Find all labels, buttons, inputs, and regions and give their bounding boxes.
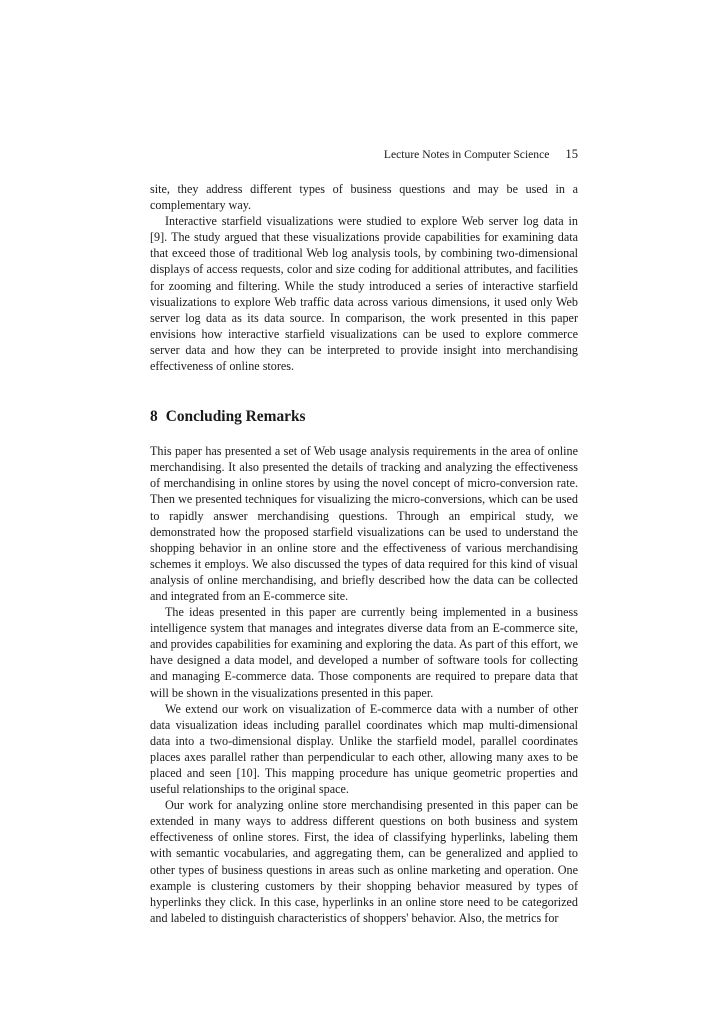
paragraph-future-work: Our work for analyzing online store merchandising presented in this paper can be extended in many ways to address different questions on both business and system effectiveness of online stores. First, the idea of classifying hyperlinks, labeling them with semantic vocabularies, and aggregating them, can be generalized and applied to other types of business questions in areas such as online marketing and operation. One example is clustering customers by their shopping behavior measured by types of hyperlinks they click. In this case, hyperlinks in an online store need to be categorized and labeled to distinguish characteristics of shoppers' behavior. Also, the metrics for [150,798,578,925]
running-title: Lecture Notes in Computer Science [383,148,550,161]
paragraph-continued: site, they address different types of business questions and may be used in a complementary way. [150,182,578,213]
section-title: Concluding Remarks [165,408,306,426]
section-number: 8 [150,408,158,426]
section-heading [150,408,578,426]
page-body [150,181,578,926]
paragraph-summary: This paper has presented a set of Web usage analysis requirements in the area of online merchandising. It also presented the details of tracking and analyzing the effectiveness of merchandising in online stores by using the novel concept of micro-conversion rate. Then we presented techniques for visualizing the micro-conversions, which can be used to rapidly answer merchandising questions. Through an empirical study, we demonstrated how the proposed starfield visualizations can be used to understand the shopping behavior in an online store and the effectiveness of various merchandising schemes it employs. We also discussed the types of data required for this kind of visual analysis of online merchandising, and briefly described how the data can be collected and integrated from an E-commerce site. [150,444,578,603]
page-number: 15 [565,147,578,161]
paragraph-related-work: Interactive starfield visualizations were studied to explore Web server log data in [9]. The study argued that these visualizations provide capabilities for examining data that exceed those of traditional Web log analysis tools, by combining two-dimensional displays of access requests, color and size coding for additional attributes, and facilities for zooming and filtering. While the study introduced a series of interactive starfield visualizations to explore Web traffic data across various dimensions, it used only Web server log data as its data source. In comparison, the work presented in this paper envisions how interactive starfield visualizations can be used to explore commerce server data and how they can be interpreted to provide insight into merchandising effectiveness of online stores. [150,214,578,374]
running-head [150,147,578,162]
paragraph-parallel-coordinates: We extend our work on visualization of E-commerce data with a number of other data visualization ideas including parallel coordinates which map multi-dimensional data into a two-dimensional display. Unlike the starfield model, parallel coordinates places axes parallel rather than perpendicular to each other, allowing many axes to be placed and seen [10]. This mapping procedure has unique geometric properties and useful relationships to the original space. [150,701,578,797]
paragraph-implementation: The ideas presented in this paper are currently being implemented in a business intelligence system that manages and integrates diverse data from an E-commerce site, and provides capabilities for examining and exploring the data. As part of this effort, we have designed a data model, and developed a number of software tools for collecting and managing E-commerce data. Those components are required to prepare data that will be shown in the visualizations presented in this paper. [150,605,578,700]
